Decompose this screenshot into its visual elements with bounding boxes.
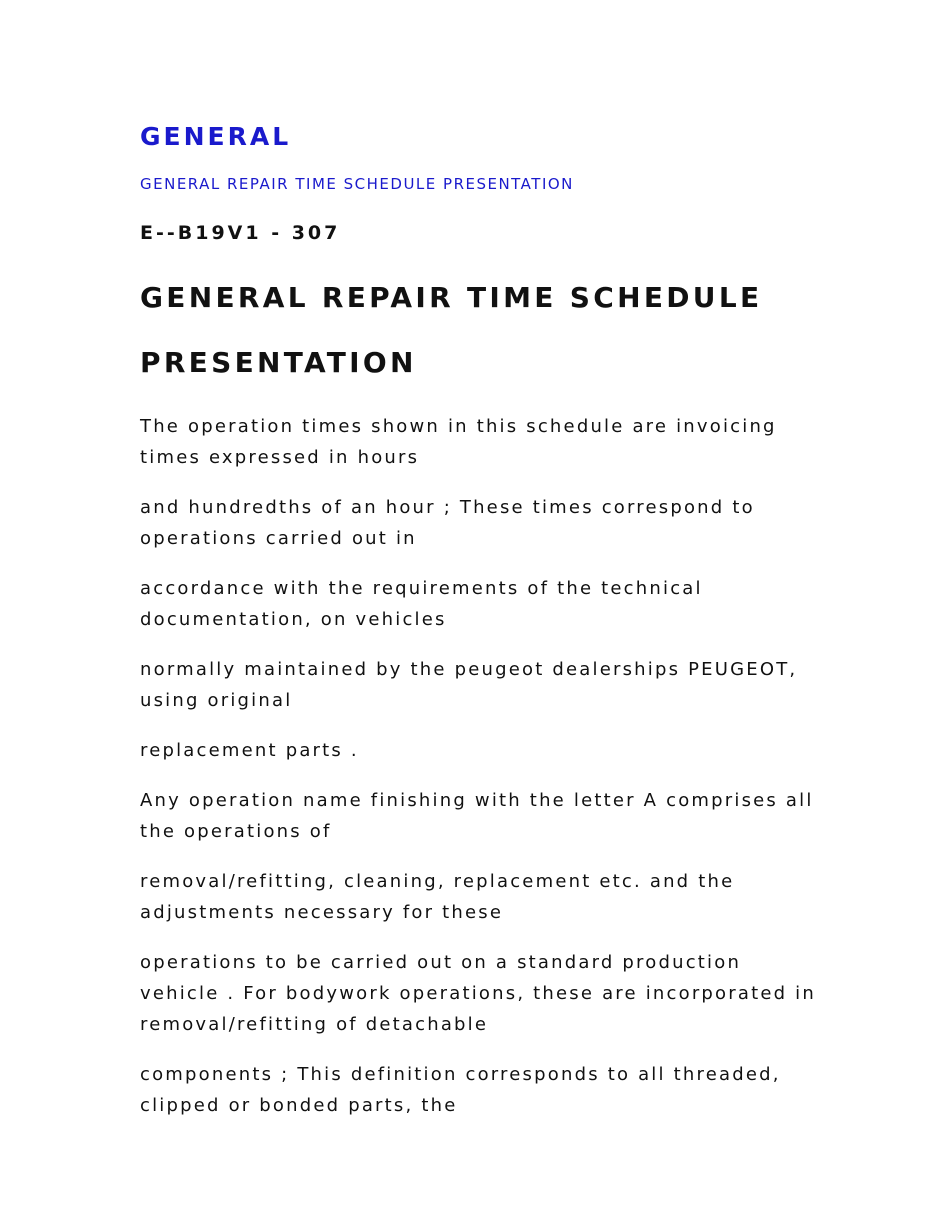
paragraph: replacement parts . (140, 740, 359, 761)
document-page (140, 118, 820, 1140)
document-code: E--B19V1 - 307 (140, 222, 341, 244)
main-heading (140, 265, 820, 395)
paragraph: The operation times shown in this schedule are invoicing times expressed in hours (140, 416, 777, 468)
paragraph: components ; This definition corresponds to all threaded, clipped or bonded parts, the (140, 1064, 781, 1116)
body-text (140, 411, 820, 1121)
paragraph: operations to be carried out on a standard production vehicle . For bodywork operations, these are incorporated in removal/refitting of detachable (140, 952, 816, 1035)
main-heading-line-2: PRESENTATION (140, 346, 417, 379)
paragraph: removal/refitting, cleaning, replacement etc. and the adjustments necessary for these (140, 871, 735, 923)
paragraph: and hundredths of an hour ; These times correspond to operations carried out in (140, 497, 755, 549)
section-title: GENERAL (140, 122, 292, 151)
paragraph: accordance with the requirements of the technical documentation, on vehicles (140, 578, 703, 630)
main-heading-line-1: GENERAL REPAIR TIME SCHEDULE (140, 281, 763, 314)
paragraph: normally maintained by the peugeot dealerships PEUGEOT, using original (140, 659, 798, 711)
paragraph: Any operation name finishing with the letter A comprises all the operations of (140, 790, 814, 842)
document-subtitle: GENERAL REPAIR TIME SCHEDULE PRESENTATION (140, 175, 574, 193)
